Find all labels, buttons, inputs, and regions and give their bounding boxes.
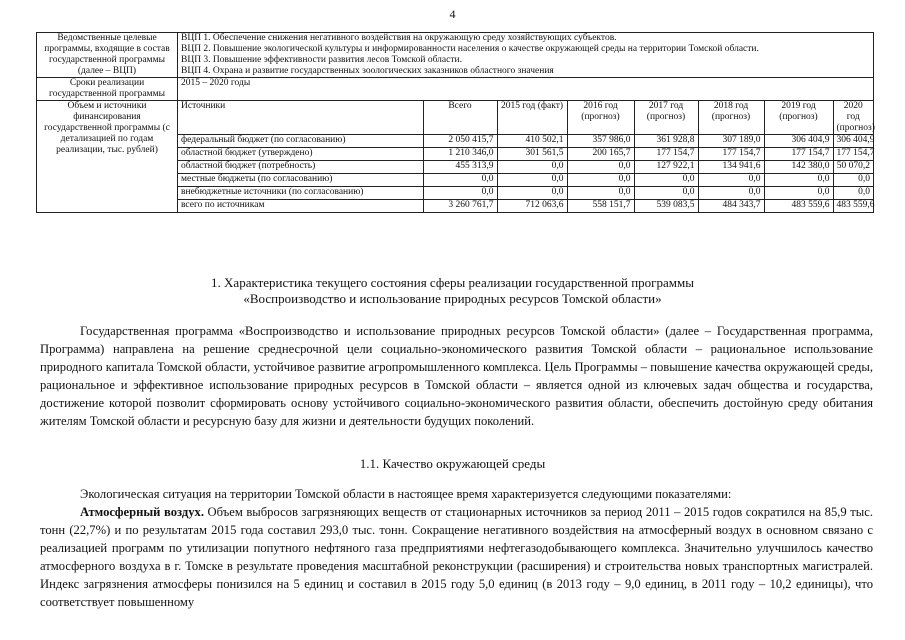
- value-cell: 142 380,0: [764, 161, 833, 174]
- header-cell: 2016 год (прогноз): [567, 101, 634, 135]
- value-cell: 0,0: [833, 187, 873, 200]
- value-cell: 177 154,7: [634, 148, 698, 161]
- header-cell: 2019 год (прогноз): [764, 101, 833, 135]
- header-cell: 2020 год (прогноз): [833, 101, 873, 135]
- source-cell: местные бюджеты (по согласованию): [178, 174, 423, 187]
- value-cell: 539 083,5: [634, 200, 698, 213]
- subsection-title: 1.1. Качество окружающей среды: [359, 456, 546, 471]
- vcp-item: ВЦП 2. Повышение экологической культуры и информированности населения о качестве окружающей среды на территории Томской области.: [181, 44, 759, 54]
- value-cell: 484 343,7: [698, 200, 764, 213]
- value-cell: 483 559,6: [833, 200, 873, 213]
- value-cell: 301 561,5: [497, 148, 567, 161]
- value-cell: 1 210 346,0: [423, 148, 497, 161]
- value-cell: 2 050 415,7: [423, 135, 497, 148]
- value-cell: 0,0: [567, 174, 634, 187]
- table-row: [178, 161, 873, 174]
- vcp-item: ВЦП 4. Охрана и развитие государственных зоологических заказников областного значения: [181, 66, 554, 76]
- financing-header-row: [178, 101, 873, 135]
- value-cell: 0,0: [833, 174, 873, 187]
- value-cell: 0,0: [634, 174, 698, 187]
- value-cell: 306 404,9: [764, 135, 833, 148]
- financing-table: [178, 101, 873, 212]
- value-cell: 177 154,7: [698, 148, 764, 161]
- value-cell: 0,0: [698, 174, 764, 187]
- vcp-row: [37, 33, 874, 78]
- value-cell: 558 151,7: [567, 200, 634, 213]
- value-cell: 361 928,8: [634, 135, 698, 148]
- source-cell: всего по источникам: [178, 200, 423, 213]
- value-cell: 0,0: [423, 174, 497, 187]
- vcp-label: Ведомственные целевые программы, входящие в состав государственной программы (далее – ВЦП): [37, 33, 178, 78]
- source-cell: внебюджетные источники (по согласованию): [178, 187, 423, 200]
- value-cell: 483 559,6: [764, 200, 833, 213]
- air-paragraph: [40, 503, 873, 611]
- value-cell: 3 260 761,7: [423, 200, 497, 213]
- value-cell: 410 502,1: [497, 135, 567, 148]
- value-cell: 0,0: [698, 187, 764, 200]
- value-cell: 50 070,2: [833, 161, 873, 174]
- value-cell: 0,0: [423, 187, 497, 200]
- timeline-label: Сроки реализации государственной программы: [37, 78, 178, 101]
- table-total-row: [178, 200, 873, 213]
- source-cell: федеральный бюджет (по согласованию): [178, 135, 423, 148]
- table-row: [178, 148, 873, 161]
- source-cell: областной бюджет (потребность): [178, 161, 423, 174]
- header-cell: 2017 год (прогноз): [634, 101, 698, 135]
- vcp-item: ВЦП 3. Повышение эффективности развития лесов Томской области.: [181, 55, 462, 65]
- value-cell: 0,0: [497, 174, 567, 187]
- header-cell: 2015 год (факт): [497, 101, 567, 135]
- table-row: [178, 174, 873, 187]
- header-cell: Источники: [178, 101, 423, 135]
- intro-paragraph: Государственная программа «Воспроизводство и использование природных ресурсов Томской области» (далее – Государственная программа, Программа) направлена на решение среднесрочной цели социально-экономического развития Томской области – рациональное использование природного капитала Томской области, устойчивое развитие агропромышленного комплекса. Цель Программы – повышение качества окружающей среды, рациональное и эффективное использование природных ресурсов в Томской области – является одной из ключевых задач общества и государства, достижение которой позволит сформировать основу устойчивого социально-экономического развития области, обеспечить достойную среду обитания жителям Томской области и ресурсную базу для жизни и деятельности будущих поколений.: [40, 324, 873, 428]
- value-cell: 0,0: [497, 161, 567, 174]
- value-cell: 177 154,7: [833, 148, 873, 161]
- financing-label: Объем и источники финансирования государственной программы (с детализацией по годам реализации, тыс. рублей): [37, 101, 178, 213]
- table-row: [178, 135, 873, 148]
- value-cell: 200 165,7: [567, 148, 634, 161]
- vcp-list: [178, 33, 874, 78]
- section-title: [0, 275, 905, 307]
- timeline-value: 2015 – 2020 годы: [178, 78, 874, 101]
- value-cell: 0,0: [764, 174, 833, 187]
- program-passport-table: [36, 32, 874, 213]
- source-cell: областной бюджет (утверждено): [178, 148, 423, 161]
- table-row: [178, 187, 873, 200]
- value-cell: 0,0: [567, 161, 634, 174]
- vcp-item: ВЦП 1. Обеспечение снижения негативного воздействия на окружающую среду хозяйствующих субъектов.: [181, 33, 617, 43]
- financing-cell: [178, 101, 874, 213]
- section-title-line: «Воспроизводство и использование природных ресурсов Томской области»: [243, 291, 662, 306]
- timeline-row: [37, 78, 874, 101]
- header-cell: Всего: [423, 101, 497, 135]
- value-cell: 712 063,6: [497, 200, 567, 213]
- value-cell: 134 941,6: [698, 161, 764, 174]
- ecology-paragraph: Экологическая ситуация на территории Томской области в настоящее время характеризуется следующими показателями:: [80, 487, 732, 501]
- value-cell: 0,0: [764, 187, 833, 200]
- value-cell: 127 922,1: [634, 161, 698, 174]
- value-cell: 306 404,9: [833, 135, 873, 148]
- value-cell: 455 313,9: [423, 161, 497, 174]
- value-cell: 357 986,0: [567, 135, 634, 148]
- section-title-line: 1. Характеристика текущего состояния сферы реализации государственной программы: [211, 275, 694, 290]
- value-cell: 177 154,7: [764, 148, 833, 161]
- page-number: 4: [449, 7, 456, 21]
- value-cell: 0,0: [497, 187, 567, 200]
- air-text: Объем выбросов загрязняющих веществ от стационарных источников за период 2011 – 2015 годов сократился на 85,9 тыс. тонн (22,7%) и по результатам 2015 года составил 293,0 тыс. тонн. Сокращение негативного воздействия на атмосферный воздух в основном связано с реализацией программ по утилизации попутного нефтяного газа предприятиями нефтегазодобывающего комплекса. Значительно улучшилось качество атмосферного воздуха в г. Томске в результате проведения масштабной реконструкции (расширения) и строительства новых транспортных магистралей. Индекс загрязнения атмосферы понизился на 5 единиц и составил в 2015 году 5,0 единиц (в 2013 году – 9,0 единиц, в 2011 году – 10,2 единицы), что соответствует повышенному: [40, 505, 873, 609]
- air-heading: Атмосферный воздух.: [80, 505, 204, 519]
- value-cell: 307 189,0: [698, 135, 764, 148]
- financing-row: [37, 101, 874, 213]
- value-cell: 0,0: [567, 187, 634, 200]
- header-cell: 2018 год (прогноз): [698, 101, 764, 135]
- value-cell: 0,0: [634, 187, 698, 200]
